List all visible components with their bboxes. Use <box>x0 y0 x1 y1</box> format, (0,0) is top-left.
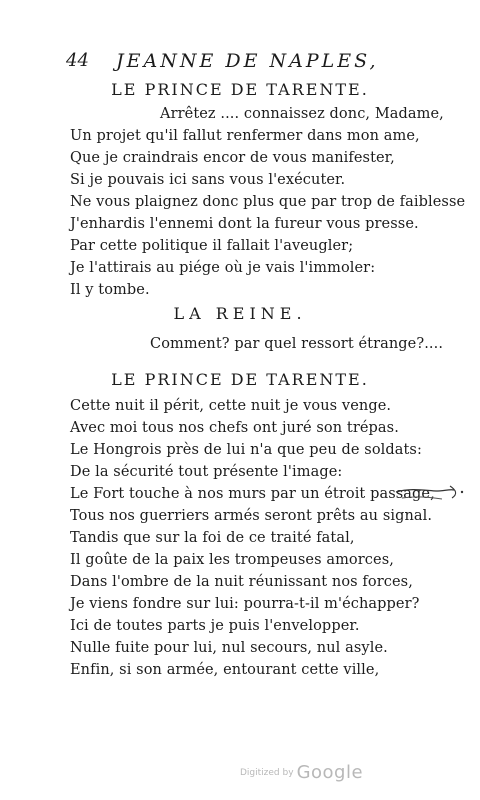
verse-line: Je viens fondre sur lui: pourra-t-il m'échapper? <box>70 596 420 612</box>
verse-line: Tous nos guerriers armés seront prêts au signal. <box>70 508 433 524</box>
speaker-name: LE PRINCE DE TARENTE. <box>111 370 369 389</box>
verse-line: Si je pouvais ici sans vous l'exécuter. <box>70 172 346 188</box>
verse-line: Enfin, si son armée, entourant cette ville, <box>70 662 380 678</box>
speaker-name: LE PRINCE DE TARENTE. <box>111 80 369 99</box>
verse-line: Par cette politique il fallait l'aveugler; <box>70 238 354 254</box>
verse-line: Il y tombe. <box>70 282 150 298</box>
verse-line: Ici de toutes parts je puis l'envelopper. <box>70 618 360 634</box>
google-brand: Google <box>296 762 364 783</box>
verse-line: Que je craindrais encor de vous manifester, <box>70 150 395 166</box>
verse-line: Le Hongrois près de lui n'a que peu de soldats: <box>70 442 422 458</box>
verse-line: Nulle fuite pour lui, nul secours, nul asyle. <box>70 640 388 656</box>
speaker-name: LA REINE. <box>173 304 307 323</box>
verse-line: Tandis que sur la foi de ce traité fatal, <box>70 530 355 546</box>
verse-line: Ne vous plaignez donc plus que par trop de faiblesse <box>70 194 466 210</box>
digitized-label: Digitized by <box>240 768 294 778</box>
verse-line: Le Fort touche à nos murs par un étroit passage, <box>70 486 435 502</box>
verse-line: Arrêtez .... connaissez donc, Madame, <box>160 106 444 122</box>
verse-line: Un projet qu'il fallut renfermer dans mon ame, <box>70 128 420 144</box>
handwritten-mark-icon <box>392 478 468 506</box>
verse-line: Il goûte de la paix les trompeuses amorces, <box>70 552 394 568</box>
verse-line: J'enhardis l'ennemi dont la fureur vous presse. <box>70 216 419 232</box>
verse-line: Avec moi tous nos chefs ont juré son trépas. <box>70 420 399 436</box>
page-header <box>66 50 406 76</box>
verse-line: De la sécurité tout présente l'image: <box>70 464 343 480</box>
verse-line: Dans l'ombre de la nuit réunissant nos forces, <box>70 574 413 590</box>
digitized-watermark <box>240 762 363 786</box>
running-title: JEANNE DE NAPLES, <box>116 50 379 72</box>
page-number: 44 <box>66 50 89 71</box>
verse-line: Cette nuit il périt, cette nuit je vous venge. <box>70 398 392 414</box>
verse-line: Comment? par quel ressort étrange?.... <box>150 336 444 352</box>
verse-line: Je l'attirais au piége où je vais l'immoler: <box>70 260 376 276</box>
